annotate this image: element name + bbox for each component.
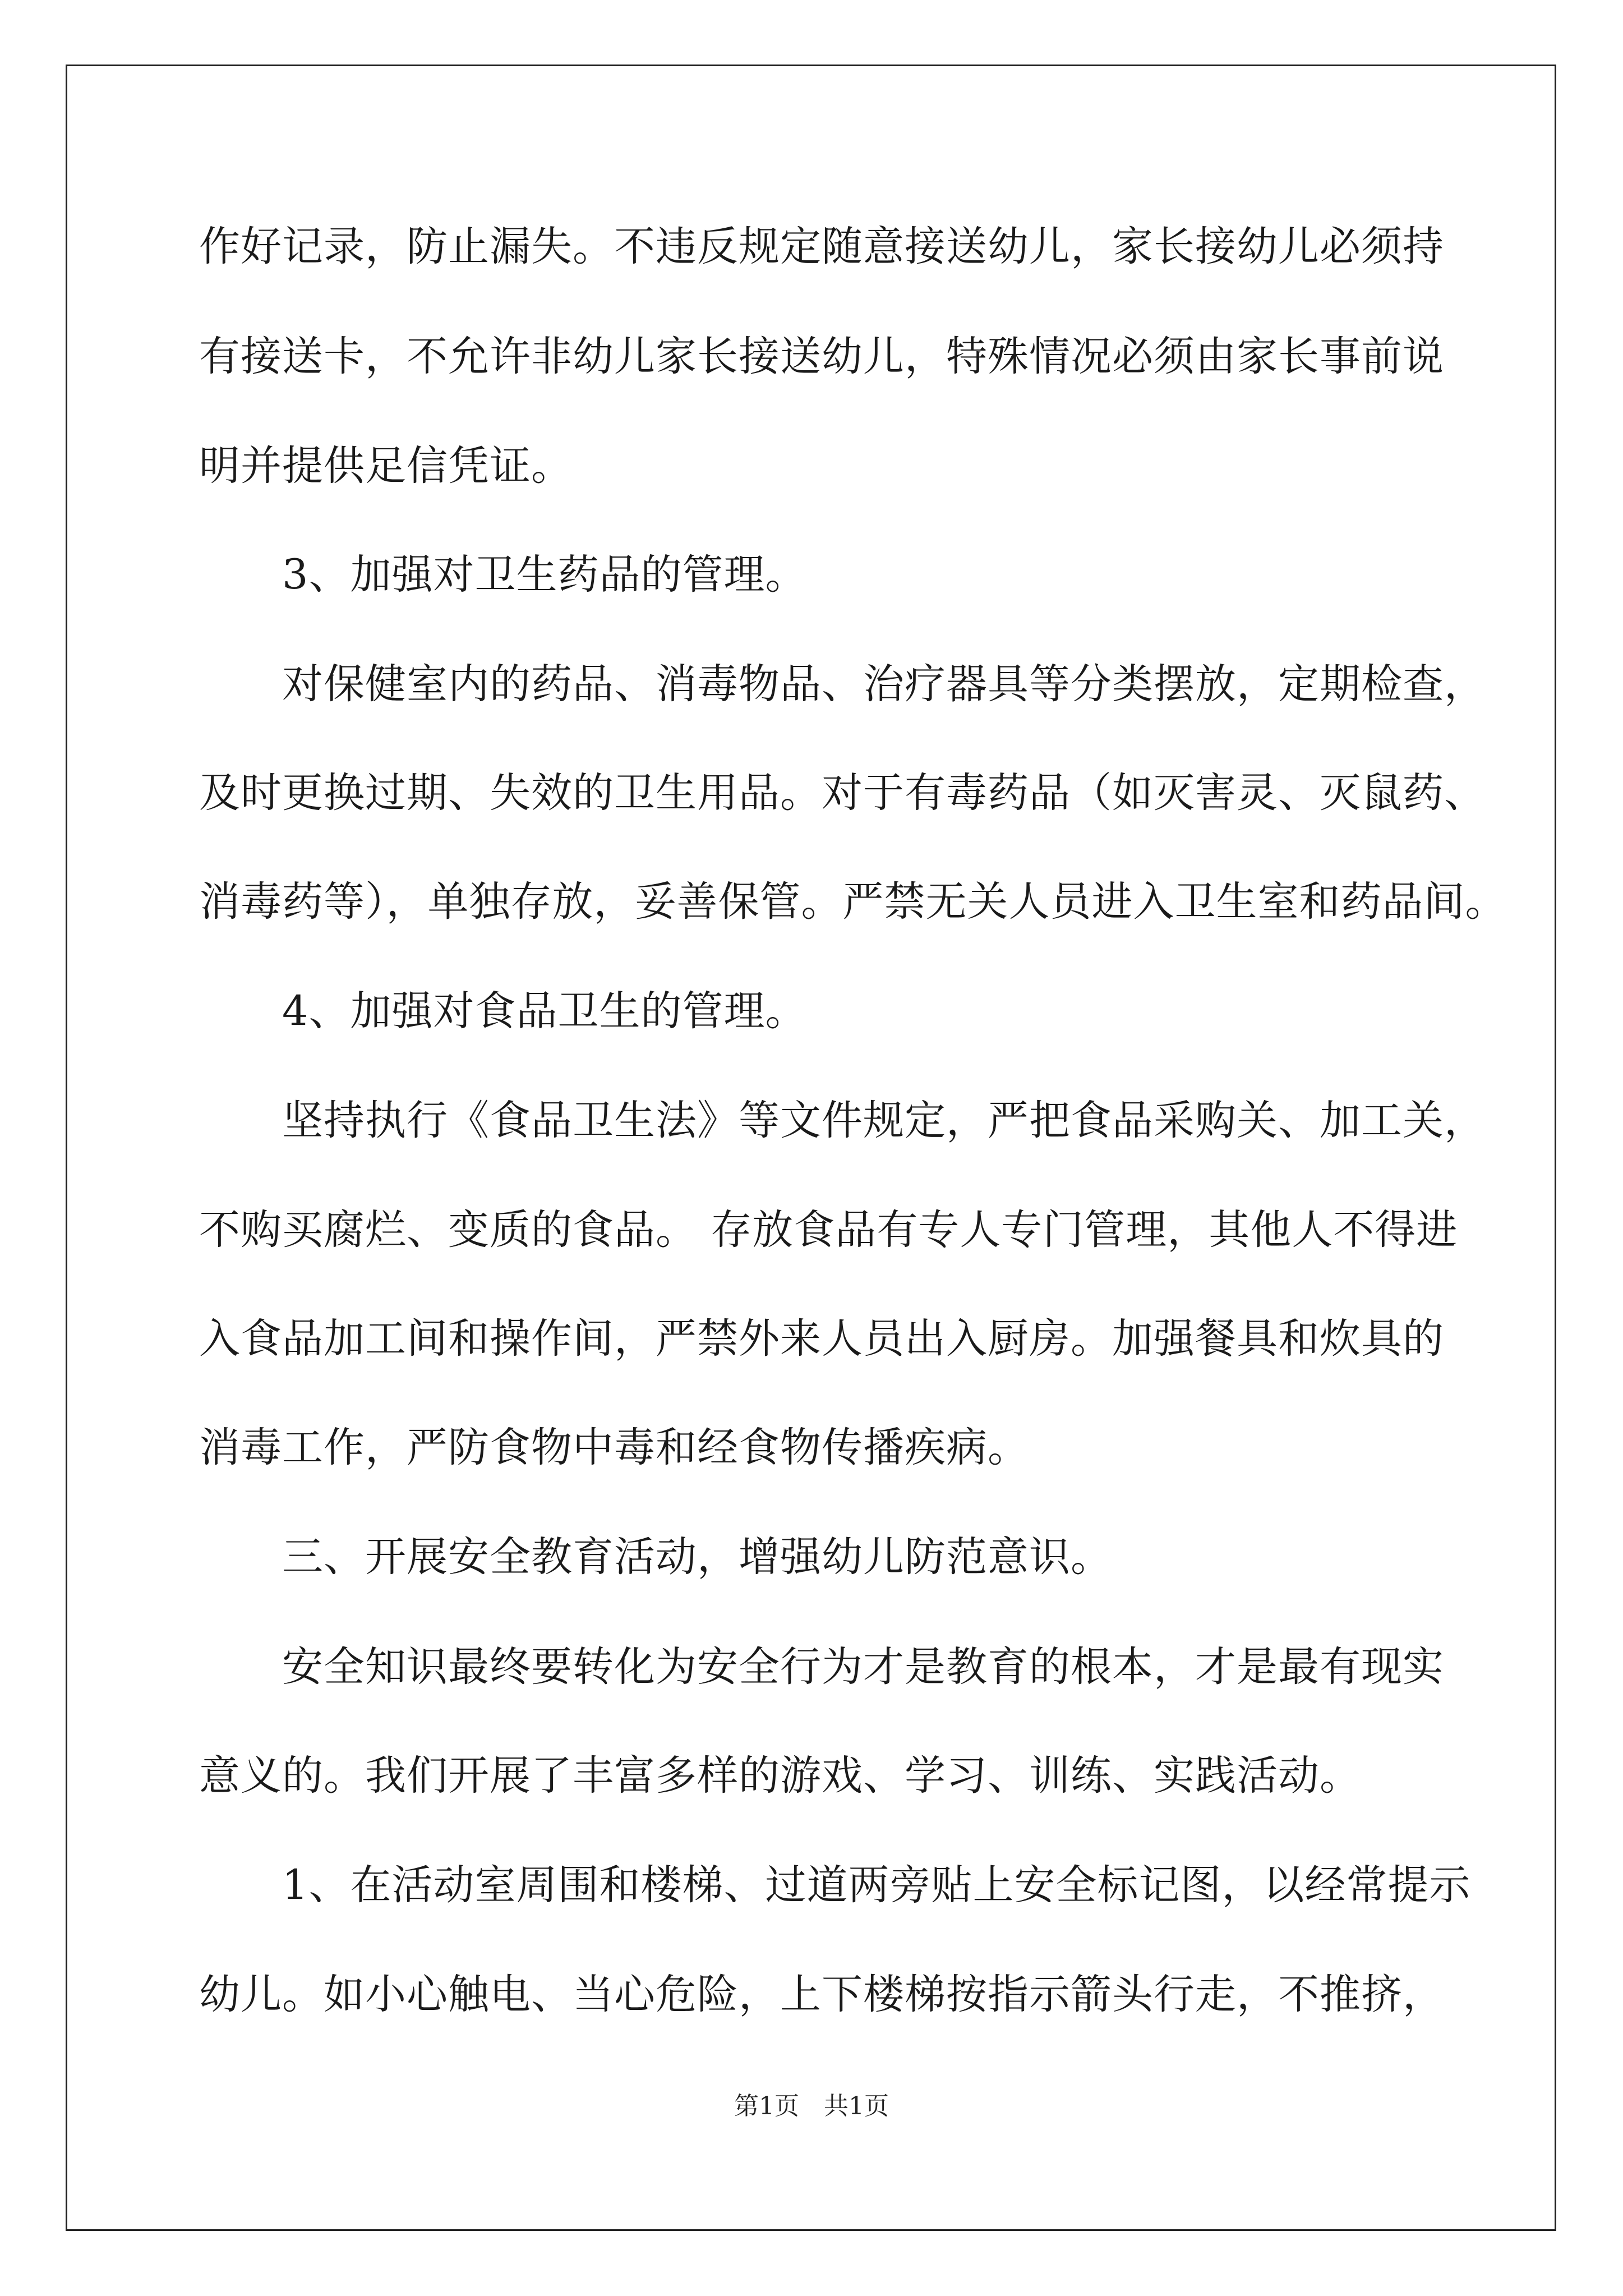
page-footer: 第1页 共1页 — [734, 2092, 889, 2120]
text-line: 有接送卡，不允许非幼儿家长接送幼儿，特殊情况必须由家长事前说 — [199, 333, 1444, 380]
section-heading: 3、加强对卫生药品的管理。 — [199, 551, 807, 599]
text-line: 意义的。我们开展了丰富多样的游戏、学习、训练、实践活动。 — [199, 1752, 1361, 1800]
text-line: 幼儿。如小心触电、当心危险，上下楼梯按指示箭头行走，不推挤， — [199, 1971, 1444, 2018]
text-line: 消毒工作，严防食物中毒和经食物传播疾病。 — [199, 1424, 1029, 1471]
text-line: 安全知识最终要转化为安全行为才是教育的根本，才是最有现实 — [199, 1643, 1444, 1691]
text-line: 作好记录，防止漏失。不违反规定随意接送幼儿，家长接幼儿必须持 — [199, 223, 1444, 270]
text-line: 明并提供足信凭证。 — [199, 442, 573, 490]
text-line: 对保健室内的药品、消毒物品、治疗器具等分类摆放，定期检查， — [199, 660, 1486, 708]
text-line: 消毒药等），单独存放，妥善保管。严禁无关人员进入卫生室和药品间。 — [199, 878, 1507, 926]
text-line: 入食品加工间和操作间，严禁外来人员出入厨房。加强餐具和炊具的 — [199, 1315, 1444, 1363]
text-line: 1、在活动室周围和楼梯、过道两旁贴上安全标记图，以经常提示 — [199, 1861, 1471, 1909]
text-line: 不购买腐烂、变质的食品。 存放食品有专人专门管理，其他人不得进 — [199, 1206, 1458, 1254]
text-line: 及时更换过期、失效的卫生用品。对于有毒药品（如灭害灵、灭鼠药、 — [199, 769, 1486, 817]
text-line: 坚持执行《食品卫生法》等文件规定，严把食品采购关、加工关， — [199, 1097, 1486, 1144]
section-heading: 4、加强对食品卫生的管理。 — [199, 987, 807, 1035]
section-heading: 三、开展安全教育活动，增强幼儿防范意识。 — [199, 1533, 1112, 1581]
